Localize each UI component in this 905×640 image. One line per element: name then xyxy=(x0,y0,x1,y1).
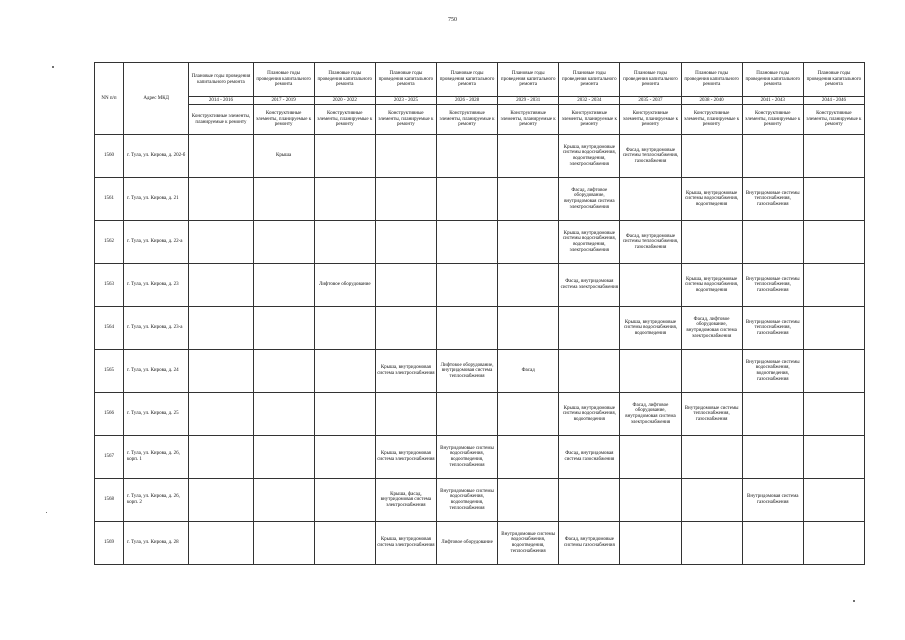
period-cell xyxy=(314,479,375,522)
table-body xyxy=(95,135,865,565)
elements-label: Конструктивные элементы, планируемые к ремонту xyxy=(375,105,436,135)
header-row-elements xyxy=(95,105,865,135)
header-plan: Плановые годы проведения капитального ремонта xyxy=(436,63,497,97)
period-cell: Внутридомовые системы водоснабжения, водоотведения, газоснабжения xyxy=(742,350,803,393)
period-cell: Фасад, внутридомовые системы теплоснабжения, газоснабжения xyxy=(620,135,681,178)
period-cell xyxy=(189,393,253,436)
period-cell xyxy=(189,135,253,178)
period-cell: Внутридомовые системы теплоснабжения, газоснабжения xyxy=(742,307,803,350)
period-cell: Крыша, внутридомовая система электроснабжения xyxy=(375,522,436,565)
period-cell xyxy=(253,350,314,393)
header-plan: Плановые годы проведения капитального ремонта xyxy=(314,63,375,97)
period-cell xyxy=(742,393,803,436)
table-row xyxy=(95,522,865,565)
period-cell: Крыша, внутридомовая система электроснабжения xyxy=(375,436,436,479)
table-row xyxy=(95,436,865,479)
period-cell: Лифтовое оборудование xyxy=(436,522,497,565)
period-cell: Крыша, внутридомовые системы водоснабжения, водоотведения xyxy=(681,178,742,221)
repair-schedule-table xyxy=(94,62,865,565)
period-cell xyxy=(681,522,742,565)
period-cell xyxy=(620,178,681,221)
header-plan: Плановые годы проведения капитального ремонта xyxy=(681,63,742,97)
period-cell xyxy=(803,522,864,565)
scan-speck xyxy=(46,512,47,513)
period-cell: Фасад, внутридомовые системы газоснабжения xyxy=(559,522,620,565)
header-plan: Плановые годы проведения капитального ремонта xyxy=(559,63,620,97)
scan-speck xyxy=(52,66,54,68)
period-cell xyxy=(559,350,620,393)
period-label: 2026 - 2028 xyxy=(436,97,497,105)
table-row xyxy=(95,393,865,436)
period-cell xyxy=(436,135,497,178)
period-cell xyxy=(803,264,864,307)
period-cell: Лифтовое оборудование xyxy=(314,264,375,307)
period-cell xyxy=(375,307,436,350)
row-number: 1568 xyxy=(95,479,124,522)
period-cell xyxy=(498,479,559,522)
period-label: 2038 - 2040 xyxy=(681,97,742,105)
period-cell xyxy=(314,221,375,264)
period-label: 2020 - 2022 xyxy=(314,97,375,105)
elements-label: Конструктивные элементы, планируемые к ремонту xyxy=(620,105,681,135)
elements-label: Конструктивные элементы, планируемые к ремонту xyxy=(681,105,742,135)
header-plan: Плановые годы проведения капитального ремонта xyxy=(189,63,253,97)
period-cell: Фасад, лифтовое оборудование, внутридомовая система электроснабжения xyxy=(681,307,742,350)
period-cell xyxy=(436,307,497,350)
period-cell xyxy=(803,350,864,393)
row-address: г. Тула, ул. Кирова, д. 21 xyxy=(124,178,189,221)
period-cell xyxy=(620,436,681,479)
row-address: г. Тула, ул. Кирова, д. 23-а xyxy=(124,307,189,350)
period-cell xyxy=(620,350,681,393)
period-cell xyxy=(253,264,314,307)
period-label: 2041 - 2043 xyxy=(742,97,803,105)
period-cell xyxy=(620,264,681,307)
period-cell: Внутридомовая система газоснабжения xyxy=(742,479,803,522)
period-cell xyxy=(681,436,742,479)
row-number: 1566 xyxy=(95,393,124,436)
period-cell xyxy=(803,436,864,479)
period-cell xyxy=(314,522,375,565)
period-cell xyxy=(498,178,559,221)
header-plan: Плановые годы проведения капитального ремонта xyxy=(742,63,803,97)
period-cell: Крыша, внутридомовые системы водоснабжения, водоотведения xyxy=(681,264,742,307)
period-cell xyxy=(375,221,436,264)
header-plan: Плановые годы проведения капитального ремонта xyxy=(620,63,681,97)
row-number: 1562 xyxy=(95,221,124,264)
table-row xyxy=(95,178,865,221)
row-address: г. Тула, ул. Кирова, д. 22-а xyxy=(124,221,189,264)
period-cell xyxy=(253,307,314,350)
period-cell xyxy=(189,350,253,393)
period-cell xyxy=(498,135,559,178)
row-address: г. Тула, ул. Кирова, д. 25 xyxy=(124,393,189,436)
header-row-plan xyxy=(95,63,865,97)
row-address: г. Тула, ул. Кирова, д. 24 xyxy=(124,350,189,393)
period-label: 2014 - 2016 xyxy=(189,97,253,105)
elements-label: Конструктивные элементы, планируемые к ремонту xyxy=(498,105,559,135)
period-cell xyxy=(253,221,314,264)
period-cell xyxy=(189,522,253,565)
period-cell xyxy=(742,221,803,264)
period-cell: Внутридомовые системы водоснабжения, водоотведения, теплоснабжения xyxy=(436,436,497,479)
period-cell: Крыша xyxy=(253,135,314,178)
page-number: 750 xyxy=(448,17,457,23)
period-cell xyxy=(253,178,314,221)
period-cell xyxy=(803,393,864,436)
period-cell xyxy=(498,221,559,264)
period-label: 2032 - 2034 xyxy=(559,97,620,105)
header-row-periods xyxy=(95,97,865,105)
period-cell: Внутридомовые системы теплоснабжения, газоснабжения xyxy=(681,393,742,436)
period-cell: Фасад, внутридомовая система электроснабжения xyxy=(559,264,620,307)
period-cell xyxy=(498,393,559,436)
header-plan: Плановые годы проведения капитального ремонта xyxy=(253,63,314,97)
row-address: г. Тула, ул. Кирова, д. 202-б xyxy=(124,135,189,178)
period-cell: Крыша, внутридомовые системы водоснабжения, водоотведения, электроснабжения xyxy=(559,221,620,264)
header-plan: Плановые годы проведения капитального ремонта xyxy=(498,63,559,97)
row-address: г. Тула, ул. Кирова, д. 28 xyxy=(124,522,189,565)
period-label: 2023 - 2025 xyxy=(375,97,436,105)
period-cell: Фасад, лифтовое оборудование, внутридомовая система электроснабжения xyxy=(559,178,620,221)
period-label: 2035 - 2037 xyxy=(620,97,681,105)
table-row xyxy=(95,479,865,522)
period-cell xyxy=(498,264,559,307)
table-row xyxy=(95,135,865,178)
period-cell xyxy=(375,135,436,178)
period-cell xyxy=(498,307,559,350)
period-cell xyxy=(742,436,803,479)
period-cell xyxy=(189,479,253,522)
period-cell xyxy=(314,135,375,178)
period-cell xyxy=(253,393,314,436)
scan-speck xyxy=(853,600,855,602)
header-num: NN п/п xyxy=(95,63,124,135)
period-cell xyxy=(559,479,620,522)
period-cell xyxy=(189,264,253,307)
elements-label: Конструктивные элементы, планируемые к ремонту xyxy=(189,105,253,135)
period-cell xyxy=(681,135,742,178)
period-cell: Лифтовое оборудование, внутридомовая система теплоснабжения xyxy=(436,350,497,393)
period-cell: Крыша, внутридомовые системы водоснабжения, водоотведения xyxy=(620,307,681,350)
period-cell xyxy=(314,393,375,436)
period-cell: Фасад, внутридомовая система газоснабжения xyxy=(559,436,620,479)
period-cell xyxy=(803,178,864,221)
period-label: 2044 - 2046 xyxy=(803,97,864,105)
period-cell xyxy=(189,221,253,264)
header-plan: Плановые годы проведения капитального ремонта xyxy=(375,63,436,97)
period-cell xyxy=(189,307,253,350)
row-address: г. Тула, ул. Кирова, д. 26, корп. 2 xyxy=(124,479,189,522)
period-cell: Крыша, фасад, внутридомовая система электроснабжения xyxy=(375,479,436,522)
table-row xyxy=(95,307,865,350)
period-cell xyxy=(375,393,436,436)
period-cell xyxy=(314,307,375,350)
period-cell xyxy=(436,393,497,436)
period-cell xyxy=(436,264,497,307)
period-cell xyxy=(620,522,681,565)
row-number: 1569 xyxy=(95,522,124,565)
row-number: 1560 xyxy=(95,135,124,178)
row-address: г. Тула, ул. Кирова, д. 23 xyxy=(124,264,189,307)
period-cell xyxy=(681,221,742,264)
period-cell xyxy=(498,436,559,479)
period-cell: Крыша, внутридомовые системы водоснабжения, водоотведения, электроснабжения xyxy=(559,135,620,178)
period-cell xyxy=(742,135,803,178)
period-cell xyxy=(803,221,864,264)
period-cell xyxy=(253,479,314,522)
period-cell xyxy=(375,264,436,307)
row-number: 1561 xyxy=(95,178,124,221)
row-number: 1564 xyxy=(95,307,124,350)
period-cell xyxy=(742,522,803,565)
period-cell: Внутридомовые системы водоснабжения, водоотведения, теплоснабжения xyxy=(498,522,559,565)
period-cell: Фасад, внутридомовые системы теплоснабжения, газоснабжения xyxy=(620,221,681,264)
period-cell xyxy=(681,350,742,393)
row-number: 1567 xyxy=(95,436,124,479)
period-label: 2029 - 2031 xyxy=(498,97,559,105)
row-address: г. Тула, ул. Кирова, д. 26, корп. 1 xyxy=(124,436,189,479)
period-cell xyxy=(375,178,436,221)
period-cell xyxy=(189,178,253,221)
period-cell xyxy=(314,350,375,393)
period-cell xyxy=(314,436,375,479)
period-cell xyxy=(803,479,864,522)
period-cell xyxy=(253,522,314,565)
table-row xyxy=(95,221,865,264)
period-cell xyxy=(314,178,375,221)
period-cell xyxy=(253,436,314,479)
elements-label: Конструктивные элементы, планируемые к ремонту xyxy=(559,105,620,135)
period-cell xyxy=(620,479,681,522)
elements-label: Конструктивные элементы, планируемые к ремонту xyxy=(803,105,864,135)
period-cell: Крыша, внутридомовые системы водоснабжения, водоотведения xyxy=(559,393,620,436)
period-cell xyxy=(559,307,620,350)
elements-label: Конструктивные элементы, планируемые к ремонту xyxy=(314,105,375,135)
header-plan: Плановые годы проведения капитального ремонта xyxy=(803,63,864,97)
period-cell: Крыша, внутридомовая система электроснабжения xyxy=(375,350,436,393)
table-row xyxy=(95,350,865,393)
header-address: Адрес МКД xyxy=(124,63,189,135)
period-cell xyxy=(681,479,742,522)
elements-label: Конструктивные элементы, планируемые к ремонту xyxy=(436,105,497,135)
period-cell: Фасад xyxy=(498,350,559,393)
period-cell xyxy=(189,436,253,479)
period-cell: Фасад, лифтовое оборудование, внутридомовая система электроснабжения xyxy=(620,393,681,436)
period-cell: Внутридомовые системы водоснабжения, водоотведения, теплоснабжения xyxy=(436,479,497,522)
period-cell xyxy=(436,178,497,221)
period-cell xyxy=(803,307,864,350)
elements-label: Конструктивные элементы, планируемые к ремонту xyxy=(742,105,803,135)
period-cell: Внутридомовые системы теплоснабжения, газоснабжения xyxy=(742,178,803,221)
period-label: 2017 - 2019 xyxy=(253,97,314,105)
period-cell: Внутридомовые системы теплоснабжения, газоснабжения xyxy=(742,264,803,307)
table-row xyxy=(95,264,865,307)
period-cell xyxy=(803,135,864,178)
elements-label: Конструктивные элементы, планируемые к ремонту xyxy=(253,105,314,135)
period-cell xyxy=(436,221,497,264)
row-number: 1563 xyxy=(95,264,124,307)
row-number: 1565 xyxy=(95,350,124,393)
